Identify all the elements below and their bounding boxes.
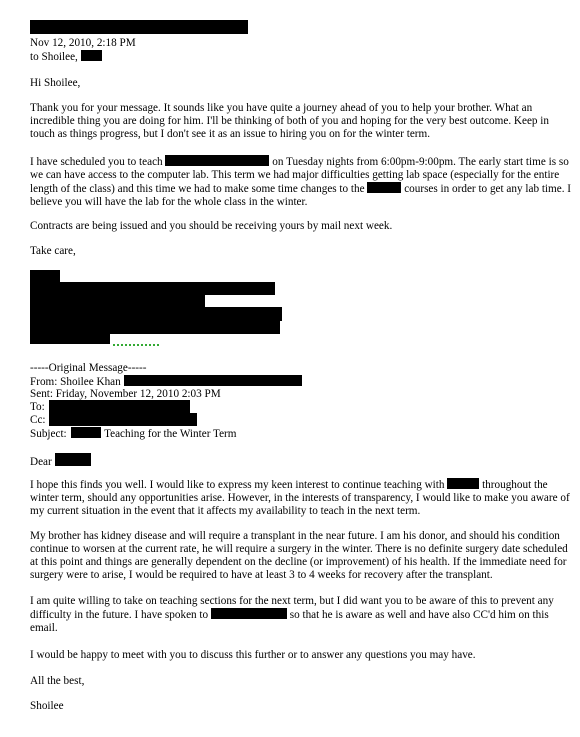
reply-p2-part-c: courses in order to get any lab time. I believe you will have the lab for the whole class in the winter. <box>30 183 572 208</box>
redacted-sender-name <box>30 20 248 34</box>
redacted-greeting-name <box>55 453 91 466</box>
redacted-signature-line-1 <box>30 270 60 282</box>
original-cc-label: Cc: <box>30 414 46 426</box>
reply-recipient <box>30 50 102 64</box>
original-greeting <box>30 453 91 469</box>
reply-paragraph-2 <box>30 155 575 209</box>
original-to <box>30 401 45 414</box>
original-p3-part-b: so that he is aware as well and have also CC'd him on this email. <box>30 609 549 634</box>
redacted-signature-line-3 <box>30 295 205 307</box>
redacted-from-email <box>124 375 302 386</box>
original-from-text: From: Shoilee Khan <box>30 376 121 388</box>
original-subject <box>30 427 236 441</box>
redacted-cc-address <box>49 413 197 426</box>
original-paragraph-4: I would be happy to meet with you to discuss this further or to answer any questions you may have. <box>30 649 476 661</box>
original-signature: Shoilee <box>30 700 64 712</box>
redacted-organization-name <box>447 478 479 489</box>
redacted-contact-name <box>211 608 287 619</box>
original-from <box>30 375 302 389</box>
original-p1-part-a: I hope this finds you well. I would like to express my keen interest to continue teaching with <box>30 479 445 491</box>
reply-to-text: to Shoilee, <box>30 51 78 63</box>
spellcheck-mark <box>113 341 159 346</box>
original-p1-part-b: throughout the winter term, should any opportunities arise. However, in the interests of transparency, I would like to make you aware of my current situation in the event that it affects my availability to teach in the next term. <box>30 479 570 517</box>
original-to-label: To: <box>30 401 45 413</box>
original-paragraph-3 <box>30 595 575 635</box>
original-paragraph-1 <box>30 478 575 518</box>
reply-paragraph-1: Thank you for your message. It sounds like you have quite a journey ahead of you to help your brother. What an incredible thing you are doing for him. I'll be thinking of both of you and hoping for the very best outcome. Keep in touch as things progress, but I don't see it as an issue to hiring you on for the winter term. <box>30 102 550 140</box>
reply-date: Nov 12, 2010, 2:18 PM <box>30 37 136 49</box>
reply-p2-part-a: I have scheduled you to teach <box>30 156 163 168</box>
redacted-recipient-email <box>81 50 102 61</box>
original-subject-text: Teaching for the Winter Term <box>104 428 237 440</box>
redacted-subject-prefix <box>71 427 101 438</box>
reply-paragraph-3: Contracts are being issued and you should be receiving yours by mail next week. <box>30 220 393 232</box>
original-paragraph-2: My brother has kidney disease and will require a transplant in the near future. I am his donor, and should his condition continue to worsen at the current rate, he will require a surgery in the winter. There is no definite surgery date scheduled at this point and things are generally dependent on the decline (or improvement) of his health. If the immediate need for surgery were to arise, I would be required to have at least 3 to 4 weeks for recovery after the transplant. <box>30 530 568 581</box>
redacted-signature-line-2 <box>30 282 275 295</box>
redacted-course-name <box>165 155 269 166</box>
redacted-signature-line-6 <box>30 334 110 344</box>
original-greeting-text: Dear <box>30 456 52 468</box>
reply-p2-part-b: on Tuesday nights from 6:00pm-9:00pm. The early start time is so we can have access to the computer lab. This term we had major difficulties getting lab space (especially for the entire length of the class) and this time we had to make some time changes to the <box>30 156 569 195</box>
original-subject-label: Subject: <box>30 428 67 440</box>
original-p3-part-a: I am quite willing to take on teaching sections for the next term, but I did want you to be aware of this to prevent any difficulty in the future. I have spoken to <box>30 595 554 621</box>
original-sent: Sent: Friday, November 12, 2010 2:03 PM <box>30 388 221 400</box>
reply-greeting: Hi Shoilee, <box>30 77 81 89</box>
redacted-program-name <box>367 182 401 193</box>
original-closing: All the best, <box>30 675 85 687</box>
original-cc <box>30 414 46 427</box>
redacted-signature-line-4 <box>30 307 282 321</box>
redacted-to-address <box>49 400 190 413</box>
original-message-header: -----Original Message----- <box>30 362 147 374</box>
redacted-signature-line-5 <box>30 321 280 334</box>
reply-closing: Take care, <box>30 245 76 257</box>
